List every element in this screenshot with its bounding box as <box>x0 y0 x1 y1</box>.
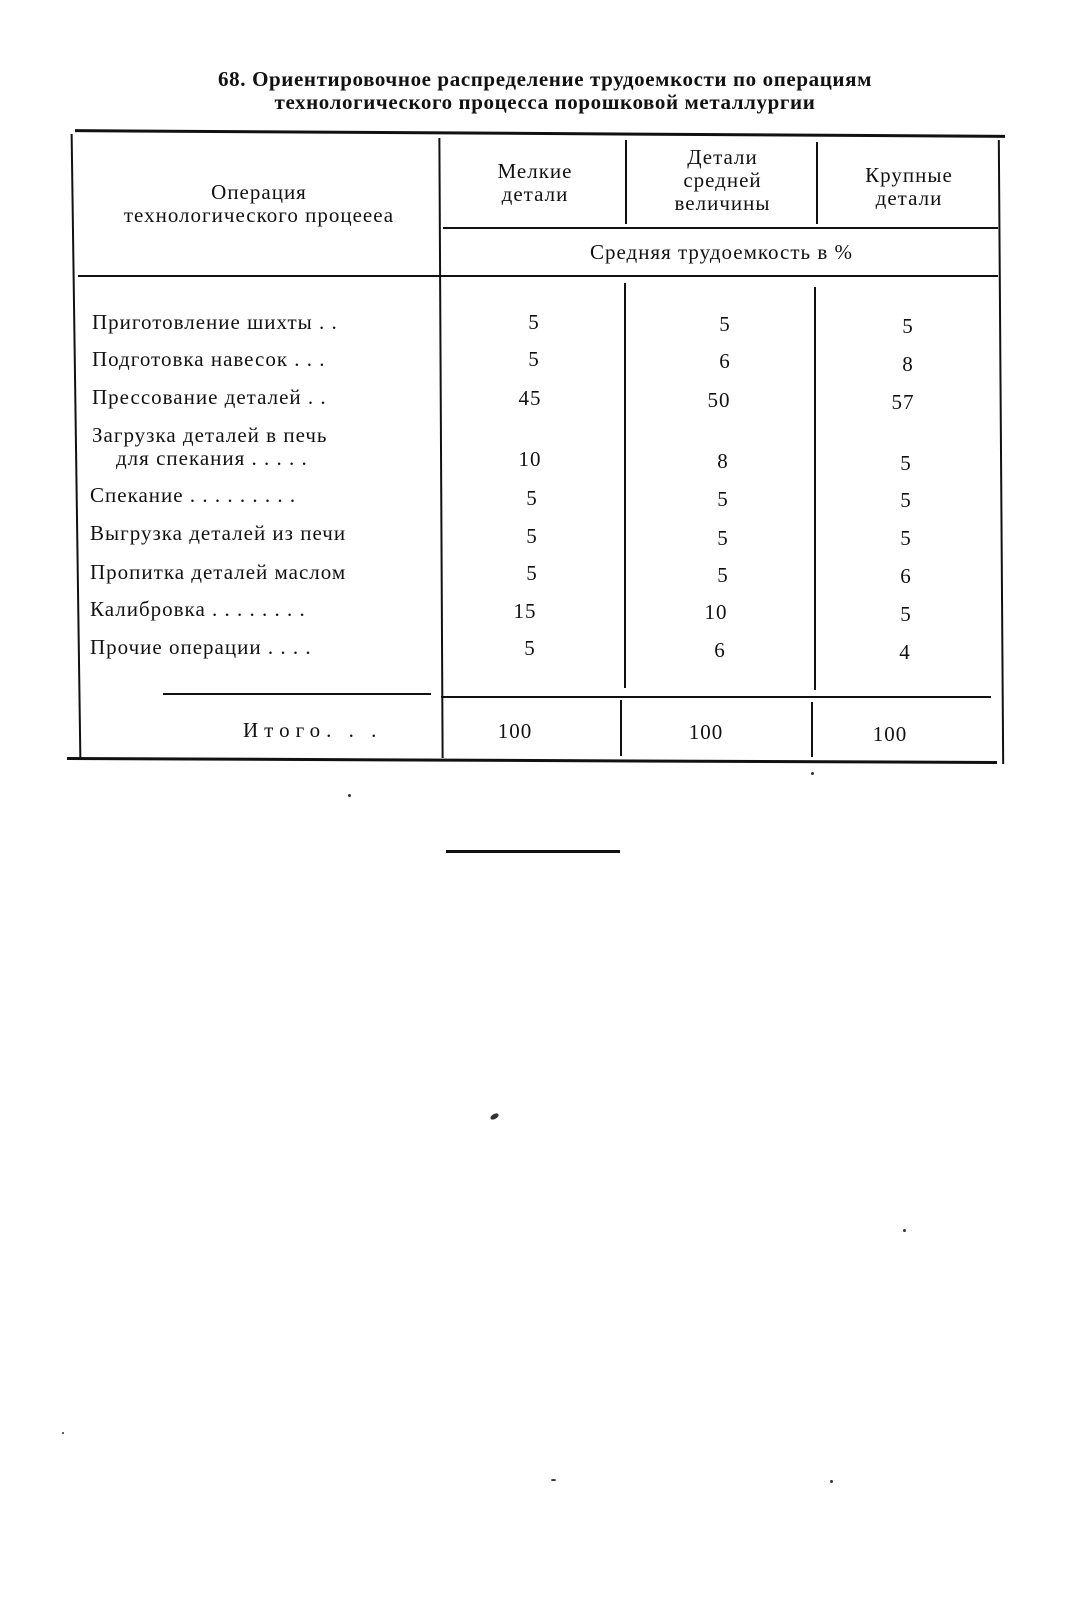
row-value-small: 15 <box>513 599 537 623</box>
small-medium-divider-body <box>624 283 626 688</box>
row-value-medium: 5 <box>719 312 731 336</box>
row-value-small: 5 <box>524 636 536 660</box>
medium-header-line-1: Детали <box>687 145 758 169</box>
row-value-small: 5 <box>526 524 538 548</box>
scan-mark <box>489 1112 499 1121</box>
table-number: 68. <box>218 67 247 91</box>
large-header-line-1: Крупные <box>865 163 953 187</box>
row-value-medium: 50 <box>707 388 731 412</box>
row-label: Подготовка навесок . . . <box>92 347 326 371</box>
header-bottom-rule <box>78 275 998 277</box>
subheader-rule <box>443 227 998 229</box>
row-value-medium: 5 <box>717 487 729 511</box>
small-parts-header <box>445 160 625 206</box>
scan-mark <box>811 772 814 775</box>
row-label-line-1: Загрузка деталей в печь <box>92 423 328 447</box>
title-text-1: Ориентировочное распределение трудоемкости по операциям <box>252 67 872 91</box>
unit-header: Средняя трудоемкость в % <box>589 240 854 264</box>
medium-large-divider-body <box>814 287 816 690</box>
medium-header-line-2: средней <box>683 168 762 192</box>
row-label: Прессование деталей . . <box>92 385 327 409</box>
row-value-small: 10 <box>518 447 542 471</box>
row-value-small: 5 <box>528 310 540 334</box>
large-parts-header <box>820 164 998 210</box>
row-value-medium: 6 <box>714 638 726 662</box>
small-medium-divider-total <box>620 700 622 756</box>
row-value-large: 4 <box>899 640 911 664</box>
total-value-medium: 100 <box>688 720 724 744</box>
row-label: Пропитка деталей маслом <box>90 560 347 584</box>
row-value-large: 8 <box>902 352 914 376</box>
row-value-medium: 5 <box>717 563 729 587</box>
scan-mark <box>62 1432 64 1434</box>
medium-header-line-3: величины <box>674 191 771 215</box>
row-value-large: 5 <box>900 602 912 626</box>
medium-large-divider-total <box>811 702 813 757</box>
operation-header-line-2: технологического процеееа <box>123 203 395 227</box>
row-value-large: 5 <box>900 451 912 475</box>
row-value-medium: 5 <box>717 526 729 550</box>
title-line-2: технологического процесса порошковой металлургии <box>274 90 816 114</box>
total-rule-left <box>163 693 431 695</box>
scan-mark <box>903 1229 906 1232</box>
row-label: Приготовление шихты . . <box>92 310 338 334</box>
row-value-medium: 6 <box>719 349 731 373</box>
scan-mark <box>348 794 351 797</box>
row-value-large: 5 <box>900 526 912 550</box>
scan-mark <box>551 1479 556 1481</box>
row-value-small: 5 <box>526 486 538 510</box>
medium-parts-header <box>630 146 815 215</box>
row-value-medium: 10 <box>704 600 728 624</box>
row-value-small: 45 <box>518 386 542 410</box>
operation-header <box>80 181 438 227</box>
row-value-large: 5 <box>900 488 912 512</box>
large-header-line-2: детали <box>875 186 943 210</box>
right-border <box>998 140 1004 764</box>
row-value-small: 5 <box>526 561 538 585</box>
medium-large-divider <box>816 142 818 224</box>
small-header-line-1: Мелкие <box>497 159 573 183</box>
total-label: Итого. . . <box>243 718 383 742</box>
row-value-large: 5 <box>902 314 914 338</box>
small-header-line-2: детали <box>501 182 569 206</box>
total-value-small: 100 <box>497 719 533 743</box>
row-label: Спекание . . . . . . . . . <box>90 483 297 507</box>
scan-mark <box>830 1480 833 1483</box>
operation-header-line-1: Операция <box>211 180 307 204</box>
table-bottom-rule <box>67 757 997 764</box>
row-value-medium: 8 <box>717 449 729 473</box>
row-label: Калибровка . . . . . . . . <box>90 597 306 621</box>
section-end-rule <box>446 850 620 853</box>
row-value-large: 57 <box>891 390 915 414</box>
total-rule-right <box>441 696 991 698</box>
row-label: Прочие операции . . . . <box>90 635 312 659</box>
row-label: Выгрузка деталей из печи <box>90 521 347 545</box>
row-value-small: 5 <box>528 347 540 371</box>
row-value-large: 6 <box>900 564 912 588</box>
left-border <box>71 134 82 760</box>
small-medium-divider <box>625 140 627 224</box>
table-top-rule <box>75 129 1005 138</box>
row-label-line-2: для спекания . . . . . <box>116 446 308 470</box>
total-value-large: 100 <box>872 722 908 746</box>
